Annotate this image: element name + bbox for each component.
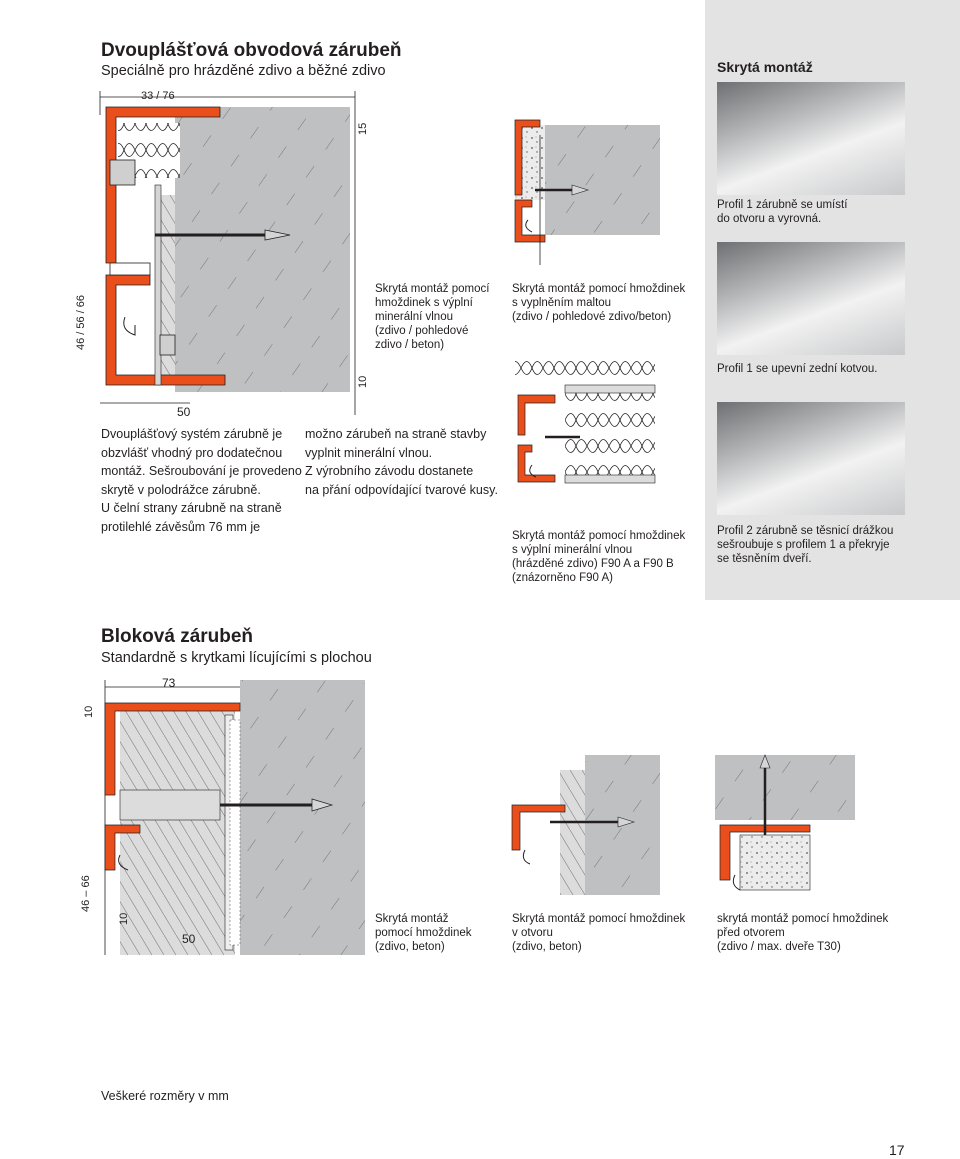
dim-bottom: 50 (177, 405, 191, 419)
photo-caption-3: Profil 2 zárubně se těsnicí drážkou sešroubuje s profilem 1 a překryje se těsněním dveří. (717, 525, 894, 565)
caption2-dowels: Skrytá montáž pomocí hmoždinek (zdivo, beton) (375, 913, 472, 953)
photo-step-3 (717, 402, 905, 515)
dim-top: 33 / 76 (141, 90, 175, 102)
drawing-mortar-fill (510, 115, 660, 270)
photo-caption-1: Profil 1 zárubně se umístí do otvoru a vyrovná. (717, 199, 848, 225)
drawing-timber-wall (510, 355, 660, 510)
dim-right-top: 15 (357, 122, 369, 135)
photo-step-1 (717, 82, 905, 195)
caption-mineral-wool: Skrytá montáž pomocí hmoždinek s výplní minerální vlnou (zdivo / pohledové zdivo / beton) (375, 283, 490, 351)
photo-step-2 (717, 242, 905, 355)
section1-subtitle: Speciálně pro hrázděné zdivo a běžné zdivo (101, 63, 386, 79)
caption2-in-opening: Skrytá montáž pomocí hmoždinek v otvoru (zdivo, beton) (512, 913, 686, 953)
drawing-before-opening (715, 750, 855, 900)
drawing-in-opening (510, 750, 660, 900)
dim2-left-bottom: 46 – 66 (80, 875, 92, 912)
body-text-left: Dvouplášťový systém zárubně je obzvlášť vhodný pro dodatečnou montáž. Sešroubování je provedeno skrytě v polodrážce zárubně. U čelní strany zárubně na straně protilehlé závěsům 76 mm je (101, 427, 302, 534)
page-number: 17 (889, 1142, 905, 1158)
body-text-right: možno zárubeň na straně stavby vyplnit minerální vlnou. Z výrobního závodu dostanete na přání odpovídající tvarové kusy. (305, 427, 498, 497)
dim2-left-top: 10 (83, 705, 95, 718)
section2-title: Bloková zárubeň (101, 626, 254, 647)
dimensions-note: Veškeré rozměry v mm (101, 1089, 229, 1103)
dim-right-bottom: 10 (357, 375, 369, 388)
dim-left: 46 / 56 / 66 (75, 294, 87, 350)
dim2-top: 73 (162, 676, 176, 690)
section1-title: Dvouplášťová obvodová zárubeň (101, 40, 402, 61)
caption-mortar: Skrytá montáž pomocí hmoždinek s vyplněním maltou (zdivo / pohledové zdivo/beton) (512, 283, 686, 323)
caption2-before-opening: skrytá montáž pomocí hmoždinek před otvorem (zdivo / max. dveře T30) (717, 913, 889, 953)
section2-subtitle: Standardně s krytkami lícujícími s plochou (101, 650, 372, 666)
dim2-bottom: 50 (182, 932, 196, 946)
drawing-main-frame (80, 85, 380, 415)
sidebar-title: Skrytá montáž (717, 59, 813, 75)
dim2-left-small: 10 (118, 912, 130, 925)
photo-caption-2: Profil 1 se upevní zední kotvou. (717, 363, 878, 375)
caption-timber: Skrytá montáž pomocí hmoždinek s výplní minerální vlnou (hrázděné zdivo) F90 A a F90 B (znázorněno F90 A) (512, 530, 686, 584)
